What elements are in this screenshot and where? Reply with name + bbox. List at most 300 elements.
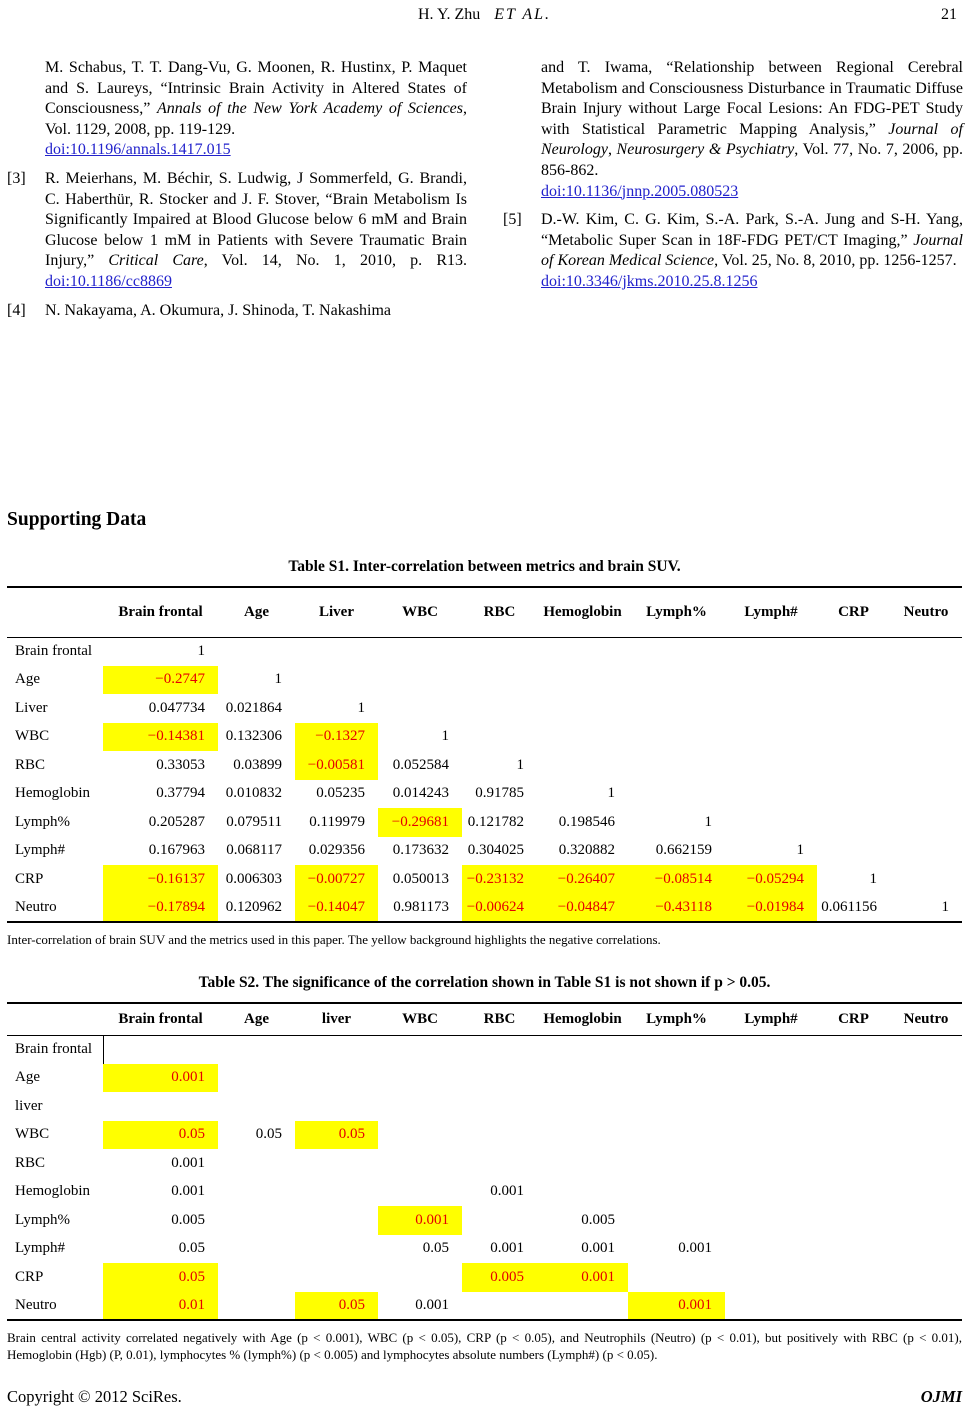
table-cell — [218, 1178, 295, 1207]
table-cell — [817, 1206, 890, 1235]
table-cell — [890, 723, 962, 752]
journal-name: Journal of Korean Medical Science — [541, 231, 963, 270]
table-cell: 0.006303 — [225, 870, 282, 887]
table-cell: 1 — [274, 671, 282, 688]
table-cell — [817, 1035, 890, 1064]
table-cell: −0.04847 — [537, 894, 628, 923]
table-cell: 0.05 — [295, 1292, 378, 1321]
table-cell — [295, 1235, 378, 1264]
table-cell — [537, 1149, 628, 1178]
table-cell: 0.001 — [678, 1240, 712, 1257]
table-cell — [462, 1035, 537, 1064]
table-cell — [462, 637, 537, 666]
reference-item — [7, 58, 467, 161]
column-header: RBC — [462, 1003, 537, 1035]
table-cell: 0.001 — [171, 1183, 205, 1200]
table-cell — [890, 1263, 962, 1292]
journal-name: Journal of Neurology — [541, 120, 964, 159]
table-cell — [462, 1064, 537, 1093]
row-label: RBC — [15, 756, 46, 773]
corner-cell — [7, 587, 103, 637]
table-row — [7, 837, 962, 866]
table-cell: 0.05 — [295, 1121, 378, 1150]
table-cell — [817, 723, 890, 752]
page-number: 21 — [941, 6, 957, 23]
row-label: CRP — [15, 870, 44, 887]
header-row — [7, 1003, 962, 1035]
table-cell — [628, 751, 725, 780]
table-cell — [462, 1121, 537, 1150]
table-row — [7, 1035, 962, 1064]
table-cell: 0.050013 — [392, 870, 449, 887]
journal-name: Annals of the New York Academy of Sciences — [156, 100, 464, 118]
table-cell — [628, 637, 725, 666]
row-label: Lymph# — [15, 842, 66, 859]
column-header: Brain frontal — [103, 1003, 218, 1035]
table-row — [7, 1206, 962, 1235]
table-cell — [218, 1235, 295, 1264]
row-label: Lymph% — [15, 813, 70, 830]
table-cell — [628, 694, 725, 723]
column-header: Brain frontal — [103, 587, 218, 637]
table-cell — [817, 694, 890, 723]
table-cell — [725, 723, 817, 752]
table-row — [7, 1121, 962, 1150]
table-cell — [462, 1292, 537, 1321]
row-label: CRP — [15, 1268, 44, 1285]
table-cell: 0.198546 — [558, 813, 615, 830]
column-header: Lymph% — [628, 587, 725, 637]
table-cell — [817, 1149, 890, 1178]
table-cell — [890, 694, 962, 723]
reference-text: , Vol. 14, No. 1, 2010, p. R13. — [203, 252, 468, 270]
reference-number: [3] — [7, 169, 26, 187]
table-s2-footnote: Brain central activity correlated negatively with Age (p < 0.001), WBC (p < 0.05), CRP (p < 0.05), and Neutrophils (Neutro) (p < 0.01), but positively with RBC (p < 0.01), Hemoglobin (Hgb) (P, 0.01), lymphocytes % (lymph%) (p < 0.005) and lymphocytes absolute numbers (Lymph#) (p < 0.05). — [7, 1330, 962, 1363]
table-cell — [628, 1206, 725, 1235]
column-header: Neutro — [890, 587, 962, 637]
table-cell — [378, 1064, 462, 1093]
table-cell: 0.03899 — [233, 756, 282, 773]
table-cell — [537, 1064, 628, 1093]
table-row — [7, 1263, 962, 1292]
table-cell — [890, 1149, 962, 1178]
corner-cell — [7, 1003, 103, 1035]
table-row — [7, 751, 962, 780]
table-cell — [725, 780, 817, 809]
row-label: Age — [15, 1069, 40, 1086]
reference-text: D.-W. Kim, C. G. Kim, S.-A. Park, S.-A. Jung and S-H. Yang, “Metabolic Super Scan in 18F-FDG PET/CT Imaging,” — [541, 211, 963, 249]
table-cell — [725, 666, 817, 695]
table-cell — [378, 1121, 462, 1150]
table-cell: 1 — [357, 699, 365, 716]
table-cell: −0.00581 — [295, 751, 378, 780]
table-cell: 0.061156 — [821, 898, 877, 915]
doi-link[interactable]: doi:10.1186/cc8869 — [45, 272, 172, 290]
table-cell — [890, 837, 962, 866]
table-row — [7, 865, 962, 894]
table-cell: 0.001 — [537, 1263, 628, 1292]
row-label: Age — [15, 671, 40, 688]
table-cell: 0.01 — [103, 1292, 218, 1321]
table-row — [7, 1235, 962, 1264]
table-cell — [295, 1263, 378, 1292]
table-cell: 0.005 — [462, 1263, 537, 1292]
table-cell: 0.005 — [171, 1211, 205, 1228]
row-label: liver — [15, 1097, 43, 1114]
table-cell: 0.120962 — [225, 898, 282, 915]
running-head-etal: ET AL. — [494, 6, 551, 23]
table-cell — [725, 1092, 817, 1121]
table-cell — [725, 1206, 817, 1235]
table-cell — [462, 666, 537, 695]
row-label: WBC — [15, 1126, 50, 1143]
row-label: Lymph% — [15, 1211, 70, 1228]
column-header: liver — [295, 1003, 378, 1035]
journal-abbreviation: OJMI — [920, 1387, 962, 1406]
reference-text: , — [607, 141, 617, 159]
table-cell — [218, 1064, 295, 1093]
table-cell: −0.08514 — [628, 865, 725, 894]
table-cell — [378, 1178, 462, 1207]
reference-item — [503, 58, 963, 202]
table-cell — [462, 723, 537, 752]
table-cell — [537, 751, 628, 780]
table-cell — [817, 751, 890, 780]
table-cell — [890, 1292, 962, 1321]
table-cell: −0.17894 — [103, 894, 218, 923]
table-cell: 1 — [869, 870, 877, 887]
row-label: RBC — [15, 1154, 46, 1171]
table-cell — [725, 694, 817, 723]
table-cell — [537, 1035, 628, 1064]
table-cell: 0.001 — [490, 1240, 524, 1257]
table-cell — [218, 1263, 295, 1292]
table-cell — [725, 1178, 817, 1207]
table-cell: 0.001 — [103, 1064, 218, 1093]
table-s2 — [7, 1002, 962, 1321]
table-cell — [537, 1121, 628, 1150]
column-header: CRP — [817, 587, 890, 637]
table-cell — [890, 1092, 962, 1121]
table-cell — [295, 1092, 378, 1121]
table-cell — [537, 723, 628, 752]
column-header: Lymph# — [725, 587, 817, 637]
row-label: Neutro — [15, 1296, 57, 1313]
reference-text: , Vol. 77, No. 7, 2006, pp. 856-862. — [541, 141, 964, 179]
row-label: Hemoglobin — [15, 785, 90, 802]
table-cell: 0.010832 — [225, 785, 282, 802]
table-cell — [295, 1206, 378, 1235]
table-cell: 0.014243 — [392, 785, 449, 802]
table-row — [7, 723, 962, 752]
column-header: Neutro — [890, 1003, 962, 1035]
table-cell: 0.05 — [103, 1263, 218, 1292]
table-cell: 1 — [197, 643, 205, 660]
row-label: Brain frontal — [15, 1041, 93, 1058]
table-cell: 0.052584 — [392, 756, 449, 773]
reference-text: , Vol. 25, No. 8, 2010, pp. 1256-1257. — [714, 252, 957, 270]
row-label: Liver — [15, 699, 48, 716]
table-cell — [817, 1235, 890, 1264]
table-cell — [537, 1292, 628, 1321]
table-cell: 0.001 — [171, 1154, 205, 1171]
table-cell — [537, 666, 628, 695]
row-label: Brain frontal — [15, 643, 93, 660]
table-cell — [378, 1092, 462, 1121]
table-cell — [103, 1035, 218, 1064]
table-row — [7, 1178, 962, 1207]
table-cell — [725, 637, 817, 666]
table-cell — [295, 637, 378, 666]
table-cell: 0.05 — [255, 1126, 282, 1143]
table-cell — [628, 1035, 725, 1064]
table-cell — [817, 1121, 890, 1150]
table-cell — [817, 1263, 890, 1292]
table-s2-title: Table S2. The significance of the correlation shown in Table S1 is not shown if p > 0.05. — [198, 974, 771, 992]
row-label: WBC — [15, 728, 50, 745]
column-header: Age — [218, 1003, 295, 1035]
table-cell: −0.26407 — [537, 865, 628, 894]
table-cell — [890, 1235, 962, 1264]
table-cell — [537, 637, 628, 666]
table-row — [7, 808, 962, 837]
column-header: Liver — [295, 587, 378, 637]
table-cell: 0.119979 — [309, 813, 365, 830]
table-cell: 0.173632 — [392, 842, 449, 859]
page-footer — [7, 1387, 962, 1407]
table-cell: 0.05235 — [316, 785, 365, 802]
table-cell: 0.021864 — [225, 699, 282, 716]
table-cell: −0.29681 — [378, 808, 462, 837]
table-cell: 0.05 — [422, 1240, 449, 1257]
reference-item — [7, 301, 467, 322]
table-row — [7, 894, 962, 923]
table-cell: −0.23132 — [462, 865, 537, 894]
table-cell — [462, 694, 537, 723]
supporting-data-heading: Supporting Data — [7, 509, 147, 531]
table-cell — [218, 1035, 295, 1064]
table-cell — [628, 1178, 725, 1207]
column-header: Hemoglobin — [537, 1003, 628, 1035]
table-cell: −0.14381 — [103, 723, 218, 752]
running-head-author: H. Y. Zhu — [418, 6, 481, 23]
reference-text: and T. Iwama, “Relationship between Regional Cerebral Metabolism and Consciousness Disturbance in Traumatic Diffuse Brain Injury without Large Focal Lesions: An FDG-PET Study with Statistical Parametric Mapping Analysis,” — [541, 59, 963, 138]
table-cell — [817, 1092, 890, 1121]
table-cell — [218, 637, 295, 666]
table-cell — [295, 666, 378, 695]
table-row — [7, 637, 962, 666]
table-cell — [378, 1035, 462, 1064]
reference-text: M. Schabus, T. T. Dang-Vu, G. Moonen, R. Hustinx, P. Maquet and S. Laureys, “Intrinsic Brain Activity in Altered States of Consciousness,” — [45, 59, 467, 118]
table-cell — [725, 1035, 817, 1064]
table-cell: 1 — [796, 842, 804, 859]
table-cell — [890, 865, 962, 894]
table-cell: 0.33053 — [156, 756, 205, 773]
table-cell — [295, 1149, 378, 1178]
table-cell — [890, 1121, 962, 1150]
table-cell: 0.981173 — [393, 898, 449, 915]
doi-link[interactable]: doi:10.1196/annals.1417.015 — [45, 141, 231, 159]
table-cell: 1 — [941, 898, 949, 915]
table-cell — [890, 1178, 962, 1207]
table-cell — [725, 1292, 817, 1321]
table-cell — [890, 666, 962, 695]
table-cell — [628, 666, 725, 695]
table-cell — [537, 1092, 628, 1121]
table-cell — [378, 637, 462, 666]
table-cell: 1 — [516, 756, 524, 773]
table-cell: −0.2747 — [103, 666, 218, 695]
table-cell: 0.001 — [378, 1206, 462, 1235]
table-cell — [218, 1206, 295, 1235]
table-cell — [890, 780, 962, 809]
table-cell: 0.047734 — [148, 699, 205, 716]
references-section — [0, 58, 969, 329]
table-cell: −0.00624 — [462, 894, 537, 923]
table-cell — [218, 1092, 295, 1121]
table-cell: 1 — [607, 785, 615, 802]
reference-text: , Vol. 1129, 2008, pp. 119-129. — [45, 100, 468, 138]
reference-item — [503, 210, 963, 292]
table-cell: 1 — [441, 728, 449, 745]
table-row — [7, 1292, 962, 1321]
table-cell: 0.91785 — [475, 785, 524, 802]
reference-number: [4] — [7, 301, 26, 319]
column-header: Lymph# — [725, 1003, 817, 1035]
table-row — [7, 694, 962, 723]
table-cell — [103, 1092, 218, 1121]
column-header: WBC — [378, 1003, 462, 1035]
table-cell — [890, 637, 962, 666]
table-cell: 0.320882 — [558, 842, 615, 859]
row-label: Lymph# — [15, 1240, 66, 1257]
table-cell: 0.167963 — [148, 842, 205, 859]
table-cell — [628, 1064, 725, 1093]
table-cell: 0.001 — [581, 1240, 615, 1257]
table-cell — [725, 1263, 817, 1292]
table-cell — [817, 1178, 890, 1207]
reference-text: N. Nakayama, A. Okumura, J. Shinoda, T. Nakashima — [45, 301, 392, 319]
table-cell: 0.132306 — [225, 728, 282, 745]
table-cell: −0.14047 — [295, 894, 378, 923]
table-cell: 0.05 — [178, 1240, 205, 1257]
table-cell — [295, 1178, 378, 1207]
column-header: WBC — [378, 587, 462, 637]
reference-item — [7, 169, 467, 293]
table-cell — [817, 666, 890, 695]
doi-link[interactable]: doi:10.3346/jkms.2010.25.8.1256 — [541, 272, 758, 290]
reference-number: [5] — [503, 211, 522, 229]
references-column-right — [503, 58, 963, 329]
table-cell — [462, 1149, 537, 1178]
table-cell — [725, 1235, 817, 1264]
column-header: CRP — [817, 1003, 890, 1035]
table-cell: 0.37794 — [156, 785, 205, 802]
table-cell — [628, 1092, 725, 1121]
table-cell — [817, 1292, 890, 1321]
table-cell — [378, 694, 462, 723]
table-row — [7, 1064, 962, 1093]
table-cell — [462, 1092, 537, 1121]
table-cell: 0.079511 — [226, 813, 282, 830]
table-row — [7, 1149, 962, 1178]
table-cell — [725, 1149, 817, 1178]
table-cell: −0.16137 — [103, 865, 218, 894]
table-row — [7, 780, 962, 809]
table-cell — [218, 1149, 295, 1178]
table-cell: −0.01984 — [725, 894, 817, 923]
table-cell: 0.029356 — [308, 842, 365, 859]
table-cell — [725, 1121, 817, 1150]
table-row — [7, 666, 962, 695]
table-s1-title: Table S1. Inter-correlation between metrics and brain SUV. — [288, 558, 681, 576]
table-cell — [890, 1064, 962, 1093]
reference-text: R. Meierhans, M. Béchir, S. Ludwig, J Sommerfeld, G. Brandi, C. Haberthür, R. Stocker and J. F. Stover, “Brain Metabolism Is Significantly Impaired at Blood Glucose below 6 mM and Brain Glucose below 1 mM in Patients with Severe Traumatic Brain Injury,” — [45, 169, 467, 270]
journal-name: Critical Care — [108, 252, 204, 270]
column-header: RBC — [462, 587, 537, 637]
table-cell — [628, 780, 725, 809]
table-cell — [890, 751, 962, 780]
table-cell: −0.1327 — [295, 723, 378, 752]
table-cell — [817, 780, 890, 809]
row-label: Hemoglobin — [15, 1183, 90, 1200]
table-s1-footnote: Inter-correlation of brain SUV and the metrics used in this paper. The yellow background highlights the negative correlations. — [7, 932, 661, 948]
header-row — [7, 587, 962, 637]
table-cell — [628, 1149, 725, 1178]
journal-name: Neurosurgery & Psychiatry — [616, 141, 795, 159]
table-cell — [378, 1149, 462, 1178]
copyright-text: Copyright © 2012 SciRes. — [7, 1387, 182, 1406]
column-header: Lymph% — [628, 1003, 725, 1035]
table-cell — [725, 1064, 817, 1093]
table-cell — [218, 1292, 295, 1321]
table-cell — [817, 837, 890, 866]
table-cell — [378, 1263, 462, 1292]
table-cell — [462, 1206, 537, 1235]
table-cell: 0.001 — [415, 1296, 449, 1313]
column-header: Age — [218, 587, 295, 637]
row-label: Neutro — [15, 898, 57, 915]
table-cell — [628, 723, 725, 752]
table-cell — [725, 808, 817, 837]
table-cell — [725, 751, 817, 780]
table-cell: 0.205287 — [148, 813, 205, 830]
table-cell — [817, 1064, 890, 1093]
running-head — [0, 6, 969, 28]
table-cell: 0.121782 — [467, 813, 524, 830]
table-cell: 0.304025 — [467, 842, 524, 859]
table-cell — [890, 1035, 962, 1064]
table-cell: 0.662159 — [655, 842, 712, 859]
references-column-left — [7, 58, 467, 329]
table-cell — [817, 637, 890, 666]
table-cell: 1 — [704, 813, 712, 830]
table-cell — [890, 808, 962, 837]
table-cell: 0.05 — [103, 1121, 218, 1150]
table-cell — [628, 1121, 725, 1150]
table-cell — [817, 808, 890, 837]
table-cell: −0.00727 — [295, 865, 378, 894]
table-cell — [537, 694, 628, 723]
column-header: Hemoglobin — [537, 587, 628, 637]
table-cell — [537, 1178, 628, 1207]
table-cell — [890, 1206, 962, 1235]
table-cell: −0.05294 — [725, 865, 817, 894]
table-cell — [295, 1064, 378, 1093]
doi-link[interactable]: doi:10.1136/jnnp.2005.080523 — [541, 182, 739, 200]
table-s1 — [7, 586, 962, 923]
table-cell: 0.005 — [581, 1211, 615, 1228]
